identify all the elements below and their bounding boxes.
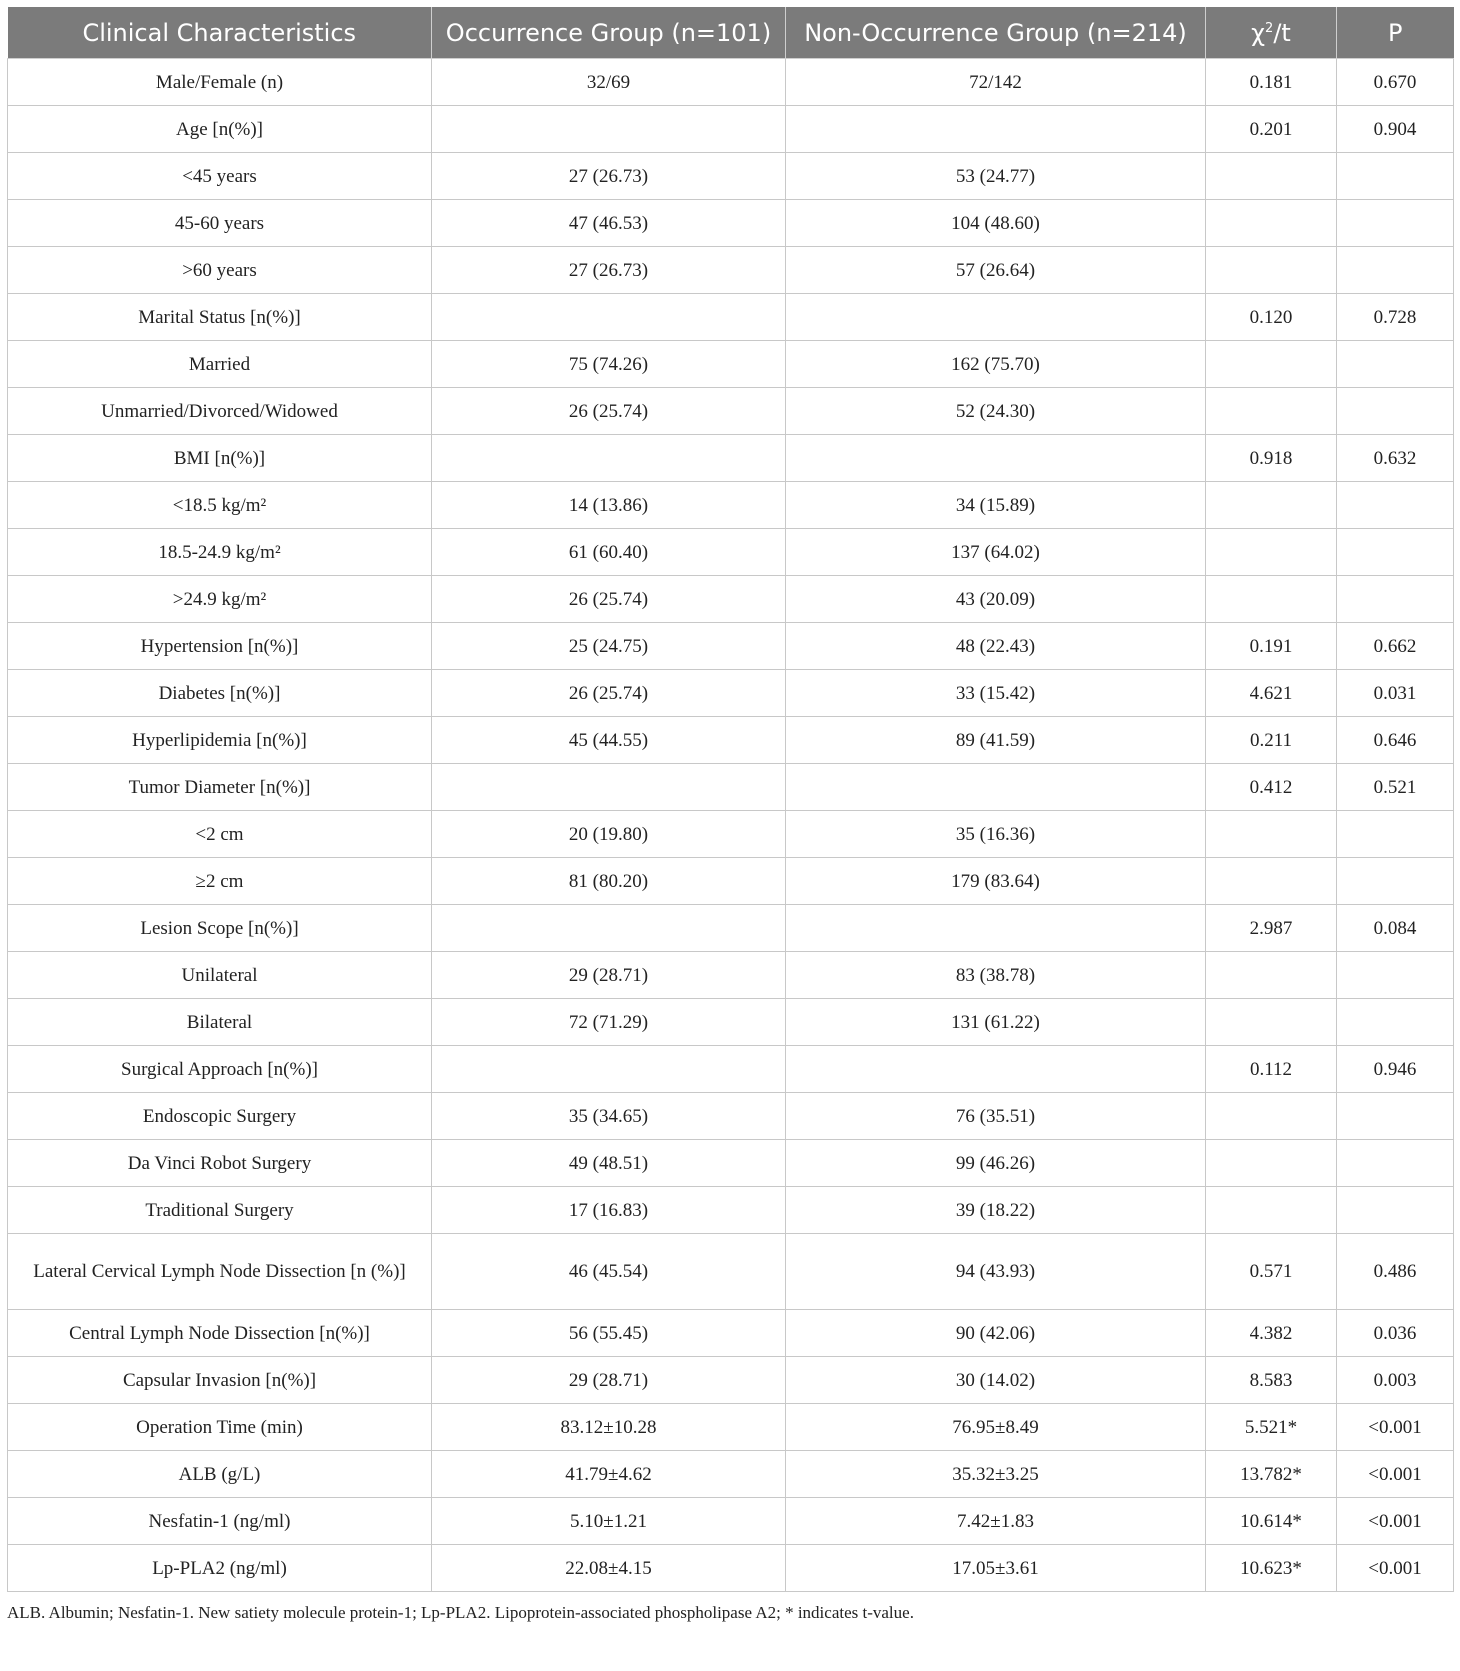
cell-occurrence: [432, 435, 786, 482]
header-chi-square-t: [1206, 7, 1337, 59]
cell-occurrence: [432, 1046, 786, 1093]
cell-occurrence: 17 (16.83): [432, 1187, 786, 1234]
header-non-occurrence-group: Non-Occurrence Group (n=214): [786, 7, 1206, 59]
cell-p: 0.036: [1337, 1310, 1454, 1357]
cell-occurrence: [432, 294, 786, 341]
cell-p: 0.521: [1337, 764, 1454, 811]
cell-non-occurrence: [786, 905, 1206, 952]
table-header: [8, 7, 1454, 59]
cell-p: [1337, 1187, 1454, 1234]
cell-characteristic: 18.5-24.9 kg/m²: [8, 529, 432, 576]
cell-chi-t: 10.623*: [1206, 1545, 1337, 1592]
cell-occurrence: [432, 764, 786, 811]
table-row: [8, 999, 1454, 1046]
cell-chi-t: 4.382: [1206, 1310, 1337, 1357]
cell-p: [1337, 341, 1454, 388]
cell-non-occurrence: 7.42±1.83: [786, 1498, 1206, 1545]
table-body: [8, 59, 1454, 1592]
cell-chi-t: [1206, 341, 1337, 388]
cell-p: 0.904: [1337, 106, 1454, 153]
cell-p: [1337, 482, 1454, 529]
table-row: [8, 482, 1454, 529]
cell-occurrence: 25 (24.75): [432, 623, 786, 670]
cell-non-occurrence: 90 (42.06): [786, 1310, 1206, 1357]
table-row: [8, 1545, 1454, 1592]
cell-chi-t: 10.614*: [1206, 1498, 1337, 1545]
cell-occurrence: 27 (26.73): [432, 247, 786, 294]
cell-p: <0.001: [1337, 1404, 1454, 1451]
table-row: [8, 106, 1454, 153]
cell-characteristic: Da Vinci Robot Surgery: [8, 1140, 432, 1187]
cell-p: 0.003: [1337, 1357, 1454, 1404]
cell-occurrence: 20 (19.80): [432, 811, 786, 858]
cell-non-occurrence: 39 (18.22): [786, 1187, 1206, 1234]
cell-characteristic: 45-60 years: [8, 200, 432, 247]
cell-p: [1337, 247, 1454, 294]
table-row: [8, 1310, 1454, 1357]
cell-chi-t: [1206, 1187, 1337, 1234]
cell-non-occurrence: 94 (43.93): [786, 1234, 1206, 1310]
header-row: [8, 7, 1454, 59]
cell-characteristic: ALB (g/L): [8, 1451, 432, 1498]
cell-non-occurrence: 57 (26.64): [786, 247, 1206, 294]
cell-characteristic: <18.5 kg/m²: [8, 482, 432, 529]
cell-non-occurrence: 34 (15.89): [786, 482, 1206, 529]
cell-characteristic: Lateral Cervical Lymph Node Dissection [n (%)]: [8, 1234, 432, 1310]
cell-chi-t: 0.412: [1206, 764, 1337, 811]
table-row: [8, 1451, 1454, 1498]
cell-occurrence: 81 (80.20): [432, 858, 786, 905]
cell-characteristic: Male/Female (n): [8, 59, 432, 106]
cell-occurrence: 46 (45.54): [432, 1234, 786, 1310]
cell-characteristic: Bilateral: [8, 999, 432, 1046]
table-row: [8, 623, 1454, 670]
cell-chi-t: [1206, 1093, 1337, 1140]
cell-characteristic: Unilateral: [8, 952, 432, 999]
table-row: [8, 764, 1454, 811]
header-occurrence-group: Occurrence Group (n=101): [432, 7, 786, 59]
table-row: [8, 341, 1454, 388]
table-row: [8, 1187, 1454, 1234]
cell-chi-t: [1206, 811, 1337, 858]
table-row: [8, 1140, 1454, 1187]
table-container: [7, 7, 1453, 1623]
cell-characteristic: >24.9 kg/m²: [8, 576, 432, 623]
cell-occurrence: 49 (48.51): [432, 1140, 786, 1187]
cell-chi-t: 0.211: [1206, 717, 1337, 764]
table-row: [8, 1046, 1454, 1093]
cell-chi-t: 2.987: [1206, 905, 1337, 952]
cell-non-occurrence: 137 (64.02): [786, 529, 1206, 576]
cell-chi-t: 0.112: [1206, 1046, 1337, 1093]
table-row: [8, 717, 1454, 764]
cell-occurrence: [432, 106, 786, 153]
cell-characteristic: Endoscopic Surgery: [8, 1093, 432, 1140]
cell-chi-t: [1206, 1140, 1337, 1187]
cell-chi-t: [1206, 247, 1337, 294]
cell-p: [1337, 388, 1454, 435]
cell-p: [1337, 858, 1454, 905]
header-chi-superscript: 2: [1265, 20, 1274, 36]
cell-non-occurrence: 33 (15.42): [786, 670, 1206, 717]
table-row: [8, 1404, 1454, 1451]
table-row: [8, 435, 1454, 482]
cell-characteristic: Married: [8, 341, 432, 388]
cell-p: 0.031: [1337, 670, 1454, 717]
cell-chi-t: 0.571: [1206, 1234, 1337, 1310]
cell-p: <0.001: [1337, 1498, 1454, 1545]
cell-p: <0.001: [1337, 1545, 1454, 1592]
cell-occurrence: 61 (60.40): [432, 529, 786, 576]
cell-non-occurrence: 104 (48.60): [786, 200, 1206, 247]
cell-chi-t: [1206, 482, 1337, 529]
cell-p: 0.486: [1337, 1234, 1454, 1310]
header-t-suffix: /t: [1273, 18, 1291, 47]
cell-occurrence: [432, 905, 786, 952]
cell-characteristic: Central Lymph Node Dissection [n(%)]: [8, 1310, 432, 1357]
table-row: [8, 1357, 1454, 1404]
cell-p: 0.946: [1337, 1046, 1454, 1093]
cell-p: [1337, 529, 1454, 576]
cell-occurrence: 35 (34.65): [432, 1093, 786, 1140]
cell-characteristic: ≥2 cm: [8, 858, 432, 905]
cell-p: 0.632: [1337, 435, 1454, 482]
cell-characteristic: >60 years: [8, 247, 432, 294]
cell-occurrence: 26 (25.74): [432, 670, 786, 717]
cell-occurrence: 41.79±4.62: [432, 1451, 786, 1498]
cell-chi-t: [1206, 999, 1337, 1046]
header-clinical-characteristics: Clinical Characteristics: [8, 7, 432, 59]
cell-chi-t: 0.181: [1206, 59, 1337, 106]
table-row: [8, 200, 1454, 247]
cell-chi-t: 0.191: [1206, 623, 1337, 670]
cell-chi-t: [1206, 576, 1337, 623]
cell-non-occurrence: 76.95±8.49: [786, 1404, 1206, 1451]
cell-occurrence: 27 (26.73): [432, 153, 786, 200]
cell-chi-t: [1206, 200, 1337, 247]
cell-p: [1337, 811, 1454, 858]
cell-occurrence: 29 (28.71): [432, 952, 786, 999]
table-row: [8, 1093, 1454, 1140]
cell-chi-t: 13.782*: [1206, 1451, 1337, 1498]
cell-characteristic: Hypertension [n(%)]: [8, 623, 432, 670]
cell-p: 0.662: [1337, 623, 1454, 670]
cell-p: <0.001: [1337, 1451, 1454, 1498]
cell-chi-t: 4.621: [1206, 670, 1337, 717]
cell-chi-t: [1206, 529, 1337, 576]
cell-characteristic: Surgical Approach [n(%)]: [8, 1046, 432, 1093]
cell-occurrence: 32/69: [432, 59, 786, 106]
cell-p: [1337, 952, 1454, 999]
table-row: [8, 905, 1454, 952]
cell-chi-t: 0.201: [1206, 106, 1337, 153]
cell-non-occurrence: 131 (61.22): [786, 999, 1206, 1046]
cell-chi-t: 5.521*: [1206, 1404, 1337, 1451]
cell-occurrence: 26 (25.74): [432, 576, 786, 623]
table-row: [8, 388, 1454, 435]
cell-non-occurrence: [786, 764, 1206, 811]
cell-chi-t: [1206, 952, 1337, 999]
table-row: [8, 1498, 1454, 1545]
cell-occurrence: 75 (74.26): [432, 341, 786, 388]
cell-characteristic: Lesion Scope [n(%)]: [8, 905, 432, 952]
cell-p: 0.084: [1337, 905, 1454, 952]
table-row: [8, 670, 1454, 717]
cell-non-occurrence: 83 (38.78): [786, 952, 1206, 999]
clinical-characteristics-table: [7, 7, 1454, 1592]
cell-chi-t: 8.583: [1206, 1357, 1337, 1404]
cell-non-occurrence: 30 (14.02): [786, 1357, 1206, 1404]
cell-non-occurrence: 76 (35.51): [786, 1093, 1206, 1140]
cell-non-occurrence: 72/142: [786, 59, 1206, 106]
table-row: [8, 529, 1454, 576]
cell-chi-t: 0.918: [1206, 435, 1337, 482]
cell-occurrence: 47 (46.53): [432, 200, 786, 247]
cell-characteristic: Tumor Diameter [n(%)]: [8, 764, 432, 811]
table-row: [8, 59, 1454, 106]
cell-occurrence: 5.10±1.21: [432, 1498, 786, 1545]
cell-characteristic: Age [n(%)]: [8, 106, 432, 153]
cell-non-occurrence: 48 (22.43): [786, 623, 1206, 670]
cell-non-occurrence: 99 (46.26): [786, 1140, 1206, 1187]
cell-non-occurrence: [786, 106, 1206, 153]
cell-characteristic: Marital Status [n(%)]: [8, 294, 432, 341]
cell-characteristic: Lp-PLA2 (ng/ml): [8, 1545, 432, 1592]
header-p-value: P: [1337, 7, 1454, 59]
cell-non-occurrence: 53 (24.77): [786, 153, 1206, 200]
cell-p: [1337, 1093, 1454, 1140]
cell-non-occurrence: 179 (83.64): [786, 858, 1206, 905]
table-row: [8, 952, 1454, 999]
cell-non-occurrence: [786, 294, 1206, 341]
cell-characteristic: Nesfatin-1 (ng/ml): [8, 1498, 432, 1545]
cell-occurrence: 56 (55.45): [432, 1310, 786, 1357]
cell-characteristic: Diabetes [n(%)]: [8, 670, 432, 717]
cell-characteristic: Traditional Surgery: [8, 1187, 432, 1234]
cell-non-occurrence: [786, 435, 1206, 482]
header-chi-symbol: χ: [1251, 18, 1266, 47]
cell-characteristic: BMI [n(%)]: [8, 435, 432, 482]
cell-chi-t: 0.120: [1206, 294, 1337, 341]
table-row: [8, 576, 1454, 623]
cell-occurrence: 14 (13.86): [432, 482, 786, 529]
cell-p: [1337, 200, 1454, 247]
cell-characteristic: Unmarried/Divorced/Widowed: [8, 388, 432, 435]
cell-characteristic: Operation Time (min): [8, 1404, 432, 1451]
cell-non-occurrence: 35.32±3.25: [786, 1451, 1206, 1498]
table-row: [8, 294, 1454, 341]
cell-p: 0.646: [1337, 717, 1454, 764]
cell-non-occurrence: 162 (75.70): [786, 341, 1206, 388]
table-row: [8, 1234, 1454, 1310]
cell-occurrence: 26 (25.74): [432, 388, 786, 435]
cell-non-occurrence: 89 (41.59): [786, 717, 1206, 764]
cell-p: [1337, 999, 1454, 1046]
cell-p: [1337, 153, 1454, 200]
cell-non-occurrence: 35 (16.36): [786, 811, 1206, 858]
cell-p: 0.670: [1337, 59, 1454, 106]
cell-non-occurrence: 17.05±3.61: [786, 1545, 1206, 1592]
cell-chi-t: [1206, 153, 1337, 200]
cell-p: [1337, 576, 1454, 623]
cell-p: [1337, 1140, 1454, 1187]
table-row: [8, 811, 1454, 858]
table-row: [8, 247, 1454, 294]
table-row: [8, 858, 1454, 905]
cell-non-occurrence: 43 (20.09): [786, 576, 1206, 623]
cell-characteristic: Capsular Invasion [n(%)]: [8, 1357, 432, 1404]
cell-occurrence: 83.12±10.28: [432, 1404, 786, 1451]
cell-occurrence: 22.08±4.15: [432, 1545, 786, 1592]
cell-occurrence: 45 (44.55): [432, 717, 786, 764]
cell-non-occurrence: [786, 1046, 1206, 1093]
cell-non-occurrence: 52 (24.30): [786, 388, 1206, 435]
cell-occurrence: 29 (28.71): [432, 1357, 786, 1404]
cell-occurrence: 72 (71.29): [432, 999, 786, 1046]
cell-characteristic: <45 years: [8, 153, 432, 200]
table-footnote: ALB. Albumin; Nesfatin-1. New satiety molecule protein-1; Lp-PLA2. Lipoprotein-associated phospholipase A2; * indicates t-value.: [7, 1603, 914, 1622]
cell-p: 0.728: [1337, 294, 1454, 341]
cell-chi-t: [1206, 388, 1337, 435]
cell-chi-t: [1206, 858, 1337, 905]
cell-characteristic: Hyperlipidemia [n(%)]: [8, 717, 432, 764]
cell-characteristic: <2 cm: [8, 811, 432, 858]
table-row: [8, 153, 1454, 200]
